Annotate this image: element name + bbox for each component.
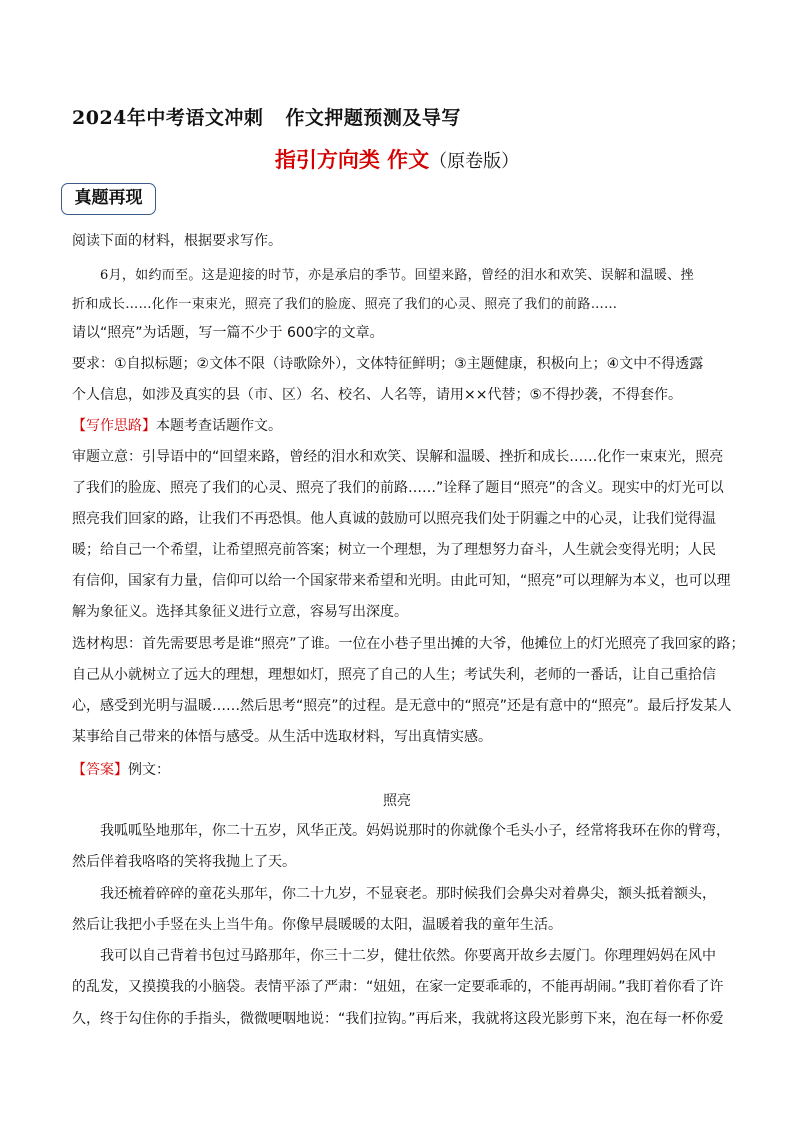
material-line-1: 6月，如约而至。这是迎接的时节，亦是承启的季节。回望来路，曾经的泪水和欢笑、误解和温暖、挫 [100, 268, 694, 283]
writing-guide-heading [72, 415, 282, 435]
section-badge: 真题再现 [61, 183, 156, 215]
essay-title: 照亮 [383, 793, 411, 809]
subtitle-category: 指引方向类 作文 [274, 147, 430, 172]
guide-line: 自己从小就树立了远大的理想，理想如灯，照亮了自己的人生；考试失利，老师的一番话，让自己重拾信 [72, 667, 716, 683]
guide-line: 照亮我们回家的路，让我们不再恐惧。他人真诚的鼓励可以照亮我们处于阴霾之中的心灵，让我们觉得温 [72, 511, 716, 527]
guide-line: 选材构思：首先需要思考是谁“照亮”了谁。一位在小巷子里出摊的大爷，他摊位上的灯光照亮了我回家的路； [72, 636, 745, 652]
question-instruction: 阅读下面的材料，根据要求写作。 [72, 233, 282, 249]
document-subtitle [0, 144, 794, 174]
writing-guide-label: 【写作思路】 [72, 418, 156, 434]
requirements-line-2: 个人信息，如涉及真实的县（市、区）名、校名、人名等，请用××代替；⑤不得抄袭，不得套作。 [72, 387, 683, 403]
essay-line: 的乱发，又摸摸我的小脑袋。表情平添了严肃：“妞妞，在家一定要乖乖的，不能再胡闹。”我盯着你看了许 [72, 979, 724, 995]
essay-line: 我可以自己背着书包过马路那年，你三十二岁，健壮依然。你要离开故乡去厦门。你理理妈妈在风中 [100, 948, 716, 964]
guide-line: 了我们的脸庞、照亮了我们的心灵、照亮了我们的前路……”诠释了题目“照亮”的含义。现实中的灯光可以 [72, 480, 724, 496]
answer-heading [72, 759, 170, 779]
document-title-part2: 作文押题预测及导写 [285, 107, 461, 129]
document-title [72, 103, 461, 130]
essay-line: 久，终于勾住你的手指头，微微哽咽地说：“我们拉钩。”再后来，我就将这段光影剪下来，泡在每一杯你爱 [72, 1011, 724, 1027]
question-topic: 请以“照亮”为话题，写一篇不少于 600字的文章。 [72, 325, 384, 341]
answer-intro: 例文： [128, 762, 170, 778]
guide-line: 有信仰，国家有力量，信仰可以给一个国家带来希望和光明。由此可知，“照亮”可以理解为本义，也可以理 [72, 573, 731, 589]
guide-line: 解为象征义。选择其象征义进行立意，容易写出深度。 [72, 604, 408, 620]
essay-line: 然后让我把小手竖在头上当牛角。你像早晨暖暖的太阳，温暖着我的童年生活。 [72, 917, 562, 933]
requirements-line-1: 要求：①自拟标题；②文体不限（诗歌除外），文体特征鲜明；③主题健康，积极向上；④文中不得透露 [72, 356, 704, 372]
essay-line: 然后伴着我咯咯的笑将我抛上了天。 [72, 854, 296, 870]
writing-guide-intro: 本题考查话题作文。 [156, 418, 282, 434]
subtitle-version: （原卷版） [429, 151, 520, 172]
material-line-2: 折和成长……化作一束束光，照亮了我们的脸庞、照亮了我们的心灵、照亮了我们的前路…… [72, 297, 618, 312]
guide-line: 某事给自己带来的体悟与感受。从生活中选取材料，写出真情实感。 [72, 729, 492, 745]
document-title-part1: 2024年中考语文冲刺 [72, 107, 264, 129]
guide-line: 暖；给自己一个希望，让希望照亮前答案；树立一个理想，为了理想努力奋斗，人生就会变得光明；人民 [72, 542, 716, 558]
answer-label: 【答案】 [72, 762, 128, 778]
guide-line: 心，感受到光明与温暖……然后思考“照亮”的过程。是无意中的“照亮”还是有意中的“照亮”。最后抒发某人 [72, 698, 732, 714]
guide-line: 审题立意：引导语中的“回望来路，曾经的泪水和欢笑、误解和温暖、挫折和成长……化作一束束光，照亮 [72, 449, 724, 465]
essay-line: 我呱呱坠地那年，你二十五岁，风华正茂。妈妈说那时的你就像个毛头小子，经常将我环在你的臂弯， [100, 823, 730, 839]
essay-line: 我还梳着碎碎的童花头那年，你二十九岁，不显衰老。那时候我们会鼻尖对着鼻尖，额头抵着额头， [100, 886, 716, 902]
